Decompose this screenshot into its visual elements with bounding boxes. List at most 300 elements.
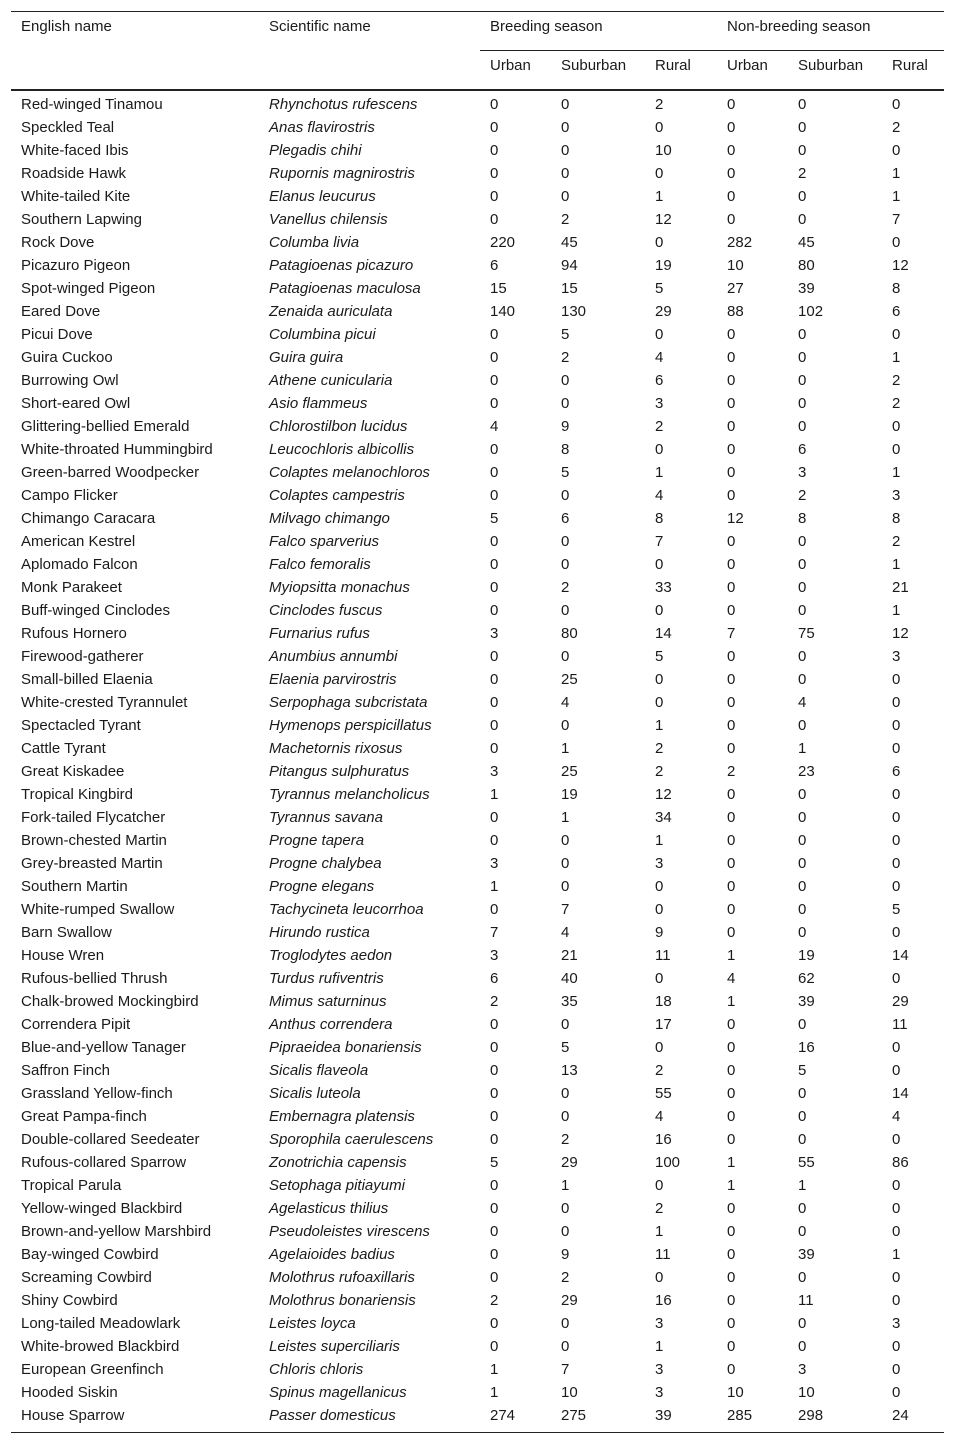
nonbreeding-suburban-cell: 11 (798, 1292, 814, 1309)
breeding-rural-cell: 9 (655, 924, 664, 941)
breeding-urban-cell: 6 (490, 257, 499, 274)
breeding-urban-cell: 220 (490, 234, 516, 251)
breeding-rural-cell: 0 (655, 326, 664, 343)
scientific-name-cell: Progne elegans (269, 878, 375, 895)
breeding-rural-cell: 3 (655, 1315, 664, 1332)
english-name-cell: Yellow-winged Blackbird (21, 1200, 183, 1217)
nonbreeding-rural-cell: 8 (892, 280, 901, 297)
nonbreeding-rural-cell: 0 (892, 1039, 901, 1056)
header-breeding-rural: Rural (655, 57, 691, 74)
nonbreeding-urban-cell: 1 (727, 1177, 736, 1194)
nonbreeding-urban-cell: 0 (727, 1361, 736, 1378)
breeding-suburban-cell: 0 (561, 556, 570, 573)
nonbreeding-urban-cell: 10 (727, 257, 744, 274)
nonbreeding-rural-cell: 0 (892, 717, 901, 734)
nonbreeding-urban-cell: 0 (727, 694, 736, 711)
breeding-urban-cell: 0 (490, 119, 499, 136)
breeding-suburban-cell: 8 (561, 441, 570, 458)
nonbreeding-urban-cell: 7 (727, 625, 736, 642)
breeding-suburban-cell: 0 (561, 1016, 570, 1033)
scientific-name-cell: Furnarius rufus (269, 625, 370, 642)
nonbreeding-urban-cell: 0 (727, 602, 736, 619)
table-row (11, 461, 944, 484)
breeding-urban-cell: 1 (490, 878, 499, 895)
breeding-urban-cell: 0 (490, 211, 499, 228)
scientific-name-cell: Zonotrichia capensis (269, 1154, 407, 1171)
table-header (11, 12, 944, 91)
scientific-name-cell: Athene cunicularia (269, 372, 393, 389)
breeding-rural-cell: 3 (655, 395, 664, 412)
header-nonbreeding-urban: Urban (727, 57, 768, 74)
english-name-cell: Spot-winged Pigeon (21, 280, 156, 297)
breeding-rural-cell: 0 (655, 970, 664, 987)
table-row (11, 1082, 944, 1105)
nonbreeding-rural-cell: 0 (892, 234, 901, 251)
english-name-cell: White-rumped Swallow (21, 901, 175, 918)
english-name-cell: Southern Martin (21, 878, 128, 895)
scientific-name-cell: Troglodytes aedon (269, 947, 393, 964)
english-name-cell: Brown-and-yellow Marshbird (21, 1223, 212, 1240)
nonbreeding-suburban-cell: 0 (798, 1223, 807, 1240)
breeding-rural-cell: 1 (655, 832, 664, 849)
nonbreeding-suburban-cell: 3 (798, 1361, 807, 1378)
table-row (11, 1335, 944, 1358)
table-row (11, 691, 944, 714)
nonbreeding-rural-cell: 0 (892, 1384, 901, 1401)
breeding-rural-cell: 10 (655, 142, 672, 159)
nonbreeding-urban-cell: 0 (727, 648, 736, 665)
nonbreeding-suburban-cell: 0 (798, 648, 807, 665)
breeding-rural-cell: 18 (655, 993, 672, 1010)
scientific-name-cell: Spinus magellanicus (269, 1384, 407, 1401)
breeding-suburban-cell: 29 (561, 1292, 578, 1309)
breeding-urban-cell: 0 (490, 1039, 499, 1056)
breeding-suburban-cell: 19 (561, 786, 578, 803)
breeding-rural-cell: 16 (655, 1131, 672, 1148)
nonbreeding-rural-cell: 12 (892, 625, 909, 642)
scientific-name-cell: Sicalis luteola (269, 1085, 361, 1102)
breeding-suburban-cell: 0 (561, 1223, 570, 1240)
english-name-cell: Guira Cuckoo (21, 349, 113, 366)
table-row (11, 1220, 944, 1243)
breeding-urban-cell: 3 (490, 947, 499, 964)
breeding-rural-cell: 55 (655, 1085, 672, 1102)
scientific-name-cell: Passer domesticus (259, 1404, 480, 1433)
english-name-cell: Monk Parakeet (21, 579, 122, 596)
table-row (11, 231, 944, 254)
scientific-name-cell: Colaptes campestris (269, 487, 405, 504)
breeding-suburban-cell: 0 (561, 395, 570, 412)
scientific-name-cell: Milvago chimango (269, 510, 390, 527)
breeding-urban-cell: 0 (490, 809, 499, 826)
scientific-name-cell: Columbina picui (269, 326, 376, 343)
nonbreeding-suburban-cell: 0 (798, 418, 807, 435)
breeding-rural-cell: 0 (655, 441, 664, 458)
nonbreeding-urban-cell: 0 (727, 855, 736, 872)
scientific-name-cell: Cinclodes fuscus (269, 602, 383, 619)
english-name-cell: Picazuro Pigeon (21, 257, 131, 274)
nonbreeding-suburban-cell: 4 (798, 694, 807, 711)
english-name-cell: Rufous-collared Sparrow (21, 1154, 187, 1171)
english-name-cell: White-browed Blackbird (21, 1338, 180, 1355)
nonbreeding-urban-cell: 282 (727, 234, 753, 251)
nonbreeding-rural-cell: 0 (892, 671, 901, 688)
breeding-suburban-cell: 0 (561, 648, 570, 665)
scientific-name-cell: Pipraeidea bonariensis (269, 1039, 422, 1056)
english-name-cell: Long-tailed Meadowlark (21, 1315, 181, 1332)
table-row (11, 783, 944, 806)
table-row (11, 737, 944, 760)
table-row (11, 1036, 944, 1059)
scientific-name-cell: Setophaga pitiayumi (269, 1177, 405, 1194)
breeding-urban-cell: 3 (490, 625, 499, 642)
breeding-rural-cell: 4 (655, 487, 664, 504)
english-name-cell: Shiny Cowbird (21, 1292, 118, 1309)
nonbreeding-suburban-cell: 0 (798, 211, 807, 228)
breeding-suburban-cell: 0 (561, 119, 570, 136)
breeding-urban-cell: 0 (490, 441, 499, 458)
breeding-suburban-cell: 0 (561, 855, 570, 872)
breeding-suburban-cell: 45 (561, 234, 578, 251)
nonbreeding-suburban-cell: 0 (798, 602, 807, 619)
header-non-breeding-season: Non-breeding season (717, 12, 944, 51)
breeding-urban-cell: 274 (480, 1404, 551, 1433)
english-name-cell: Tropical Kingbird (21, 786, 133, 803)
scientific-name-cell: Tyrannus melancholicus (269, 786, 430, 803)
nonbreeding-rural-cell: 4 (892, 1108, 901, 1125)
english-name-cell: Grassland Yellow-finch (21, 1085, 173, 1102)
nonbreeding-urban-cell: 0 (727, 924, 736, 941)
nonbreeding-suburban-cell: 0 (798, 717, 807, 734)
nonbreeding-rural-cell: 0 (892, 809, 901, 826)
breeding-urban-cell: 15 (490, 280, 507, 297)
scientific-name-cell: Patagioenas picazuro (269, 257, 414, 274)
breeding-rural-cell: 2 (655, 740, 664, 757)
scientific-name-cell: Anumbius annumbi (269, 648, 398, 665)
breeding-rural-cell: 1 (655, 188, 664, 205)
scientific-name-cell: Hymenops perspicillatus (269, 717, 432, 734)
english-name-cell: Brown-chested Martin (21, 832, 167, 849)
english-name-cell: Red-winged Tinamou (21, 96, 163, 113)
table-row (11, 1312, 944, 1335)
scientific-name-cell: Leucochloris albicollis (269, 441, 415, 458)
scientific-name-cell: Chloris chloris (269, 1361, 364, 1378)
breeding-urban-cell: 0 (490, 1223, 499, 1240)
scientific-name-cell: Sporophila caerulescens (269, 1131, 434, 1148)
nonbreeding-rural-cell: 1 (892, 165, 901, 182)
breeding-urban-cell: 0 (490, 1062, 499, 1079)
breeding-rural-cell: 2 (655, 763, 664, 780)
nonbreeding-rural-cell: 6 (892, 303, 901, 320)
table-row (11, 1151, 944, 1174)
nonbreeding-suburban-cell: 0 (798, 188, 807, 205)
nonbreeding-urban-cell: 4 (727, 970, 736, 987)
breeding-suburban-cell: 29 (561, 1154, 578, 1171)
nonbreeding-rural-cell: 0 (892, 924, 901, 941)
breeding-rural-cell: 1 (655, 1223, 664, 1240)
breeding-urban-cell: 0 (490, 487, 499, 504)
english-name-cell: Cattle Tyrant (21, 740, 106, 757)
nonbreeding-urban-cell: 0 (727, 165, 736, 182)
breeding-suburban-cell: 25 (561, 763, 578, 780)
scientific-name-cell: Serpophaga subcristata (269, 694, 428, 711)
nonbreeding-rural-cell: 0 (892, 418, 901, 435)
nonbreeding-rural-cell: 21 (892, 579, 909, 596)
table-row (11, 530, 944, 553)
scientific-name-cell: Turdus rufiventris (269, 970, 384, 987)
nonbreeding-suburban-cell: 3 (798, 464, 807, 481)
breeding-urban-cell: 0 (490, 464, 499, 481)
table-row (11, 1266, 944, 1289)
nonbreeding-rural-cell: 1 (892, 464, 901, 481)
breeding-rural-cell: 1 (655, 717, 664, 734)
english-name-cell: Roadside Hawk (21, 165, 127, 182)
breeding-rural-cell: 14 (655, 625, 672, 642)
nonbreeding-urban-cell: 0 (727, 809, 736, 826)
table-row (11, 1358, 944, 1381)
nonbreeding-rural-cell: 14 (892, 947, 909, 964)
table-row (11, 90, 944, 116)
scientific-name-cell: Agelaioides badius (269, 1246, 395, 1263)
nonbreeding-urban-cell: 0 (727, 487, 736, 504)
nonbreeding-suburban-cell: 6 (798, 441, 807, 458)
breeding-rural-cell: 0 (655, 1269, 664, 1286)
nonbreeding-suburban-cell: 0 (798, 809, 807, 826)
nonbreeding-urban-cell: 0 (727, 119, 736, 136)
nonbreeding-rural-cell: 24 (882, 1404, 944, 1433)
breeding-rural-cell: 3 (655, 1384, 664, 1401)
table-row (11, 1013, 944, 1036)
table-row (11, 162, 944, 185)
breeding-suburban-cell: 13 (561, 1062, 578, 1079)
table-row (11, 1197, 944, 1220)
scientific-name-cell: Zenaida auriculata (269, 303, 393, 320)
header-scientific-name: Scientific name (259, 12, 480, 91)
breeding-rural-cell: 8 (655, 510, 664, 527)
breeding-suburban-cell: 9 (561, 1246, 570, 1263)
english-name-cell: Double-collared Seedeater (21, 1131, 200, 1148)
nonbreeding-suburban-cell: 0 (798, 671, 807, 688)
breeding-suburban-cell: 94 (561, 257, 578, 274)
breeding-suburban-cell: 9 (561, 418, 570, 435)
breeding-suburban-cell: 0 (561, 878, 570, 895)
header-breeding-suburban: Suburban (561, 57, 627, 74)
nonbreeding-rural-cell: 0 (892, 1177, 901, 1194)
breeding-urban-cell: 4 (490, 418, 499, 435)
english-name-cell: Spectacled Tyrant (21, 717, 141, 734)
nonbreeding-rural-cell: 0 (892, 786, 901, 803)
nonbreeding-suburban-cell: 0 (798, 1338, 807, 1355)
english-name-cell: Speckled Teal (21, 119, 115, 136)
breeding-urban-cell: 3 (490, 855, 499, 872)
breeding-rural-cell: 1 (655, 1338, 664, 1355)
breeding-rural-cell: 11 (655, 947, 671, 964)
breeding-urban-cell: 0 (490, 372, 499, 389)
nonbreeding-urban-cell: 0 (727, 96, 736, 113)
nonbreeding-urban-cell: 0 (727, 349, 736, 366)
nonbreeding-urban-cell: 0 (727, 1292, 736, 1309)
nonbreeding-urban-cell: 12 (727, 510, 744, 527)
scientific-name-cell: Plegadis chihi (269, 142, 362, 159)
english-name-cell: White-tailed Kite (21, 188, 131, 205)
nonbreeding-rural-cell: 0 (892, 878, 901, 895)
nonbreeding-urban-cell: 0 (727, 901, 736, 918)
nonbreeding-urban-cell: 0 (727, 832, 736, 849)
breeding-rural-cell: 4 (655, 349, 664, 366)
breeding-rural-cell: 33 (655, 579, 672, 596)
table-row (11, 921, 944, 944)
english-name-cell: American Kestrel (21, 533, 136, 550)
breeding-urban-cell: 140 (490, 303, 516, 320)
nonbreeding-urban-cell: 0 (727, 579, 736, 596)
nonbreeding-suburban-cell: 19 (798, 947, 815, 964)
nonbreeding-rural-cell: 2 (892, 533, 901, 550)
breeding-urban-cell: 0 (490, 142, 499, 159)
nonbreeding-urban-cell: 0 (727, 533, 736, 550)
table-row (11, 139, 944, 162)
nonbreeding-suburban-cell: 0 (798, 1131, 807, 1148)
nonbreeding-suburban-cell: 1 (798, 740, 807, 757)
table-row (11, 875, 944, 898)
breeding-urban-cell: 0 (490, 96, 499, 113)
nonbreeding-urban-cell: 10 (727, 1384, 744, 1401)
nonbreeding-suburban-cell: 0 (798, 832, 807, 849)
english-name-cell: Glittering-bellied Emerald (21, 418, 190, 435)
scientific-name-cell: Molothrus rufoaxillaris (269, 1269, 415, 1286)
breeding-suburban-cell: 0 (561, 717, 570, 734)
english-name-cell: Great Pampa-finch (21, 1108, 147, 1125)
scientific-name-cell: Progne chalybea (269, 855, 382, 872)
breeding-urban-cell: 0 (490, 740, 499, 757)
table-row (11, 852, 944, 875)
nonbreeding-suburban-cell: 80 (798, 257, 815, 274)
nonbreeding-rural-cell: 86 (892, 1154, 909, 1171)
breeding-suburban-cell: 0 (561, 1085, 570, 1102)
scientific-name-cell: Leistes superciliaris (269, 1338, 400, 1355)
nonbreeding-suburban-cell: 2 (798, 165, 807, 182)
nonbreeding-suburban-cell: 8 (798, 510, 807, 527)
nonbreeding-urban-cell: 0 (727, 1016, 736, 1033)
breeding-suburban-cell: 35 (561, 993, 578, 1010)
table-row (11, 369, 944, 392)
breeding-suburban-cell: 0 (561, 832, 570, 849)
table-row (11, 1105, 944, 1128)
breeding-urban-cell: 0 (490, 1338, 499, 1355)
nonbreeding-suburban-cell: 0 (798, 579, 807, 596)
breeding-urban-cell: 5 (490, 1154, 499, 1171)
breeding-rural-cell: 7 (655, 533, 664, 550)
breeding-urban-cell: 0 (490, 1177, 499, 1194)
nonbreeding-suburban-cell: 0 (798, 1016, 807, 1033)
nonbreeding-suburban-cell: 39 (798, 280, 815, 297)
english-name-cell: Eared Dove (21, 303, 101, 320)
breeding-urban-cell: 0 (490, 1108, 499, 1125)
nonbreeding-suburban-cell: 23 (798, 763, 815, 780)
breeding-urban-cell: 0 (490, 694, 499, 711)
breeding-suburban-cell: 0 (561, 188, 570, 205)
table-row (11, 277, 944, 300)
breeding-rural-cell: 5 (655, 648, 664, 665)
nonbreeding-rural-cell: 0 (892, 970, 901, 987)
nonbreeding-suburban-cell: 0 (798, 1315, 807, 1332)
nonbreeding-urban-cell: 0 (727, 211, 736, 228)
breeding-urban-cell: 1 (490, 1384, 499, 1401)
nonbreeding-urban-cell: 1 (727, 947, 736, 964)
breeding-suburban-cell: 1 (561, 1177, 570, 1194)
breeding-rural-cell: 19 (655, 257, 672, 274)
scientific-name-cell: Elanus leucurus (269, 188, 376, 205)
scientific-name-cell: Machetornis rixosus (269, 740, 403, 757)
english-name-cell: Green-barred Woodpecker (21, 464, 200, 481)
table-row (11, 553, 944, 576)
nonbreeding-urban-cell: 0 (727, 1200, 736, 1217)
nonbreeding-urban-cell: 0 (727, 1108, 736, 1125)
nonbreeding-urban-cell: 88 (727, 303, 744, 320)
nonbreeding-rural-cell: 8 (892, 510, 901, 527)
breeding-suburban-cell: 2 (561, 1269, 570, 1286)
breeding-urban-cell: 0 (490, 1085, 499, 1102)
breeding-rural-cell: 0 (655, 234, 664, 251)
nonbreeding-rural-cell: 0 (892, 694, 901, 711)
table-row (11, 116, 944, 139)
nonbreeding-rural-cell: 0 (892, 1292, 901, 1309)
english-name-cell: Chalk-browed Mockingbird (21, 993, 199, 1010)
breeding-rural-cell: 0 (655, 901, 664, 918)
nonbreeding-urban-cell: 0 (727, 441, 736, 458)
breeding-rural-cell: 2 (655, 1200, 664, 1217)
breeding-urban-cell: 0 (490, 579, 499, 596)
nonbreeding-urban-cell: 285 (717, 1404, 788, 1433)
table-row (11, 392, 944, 415)
nonbreeding-suburban-cell: 0 (798, 1269, 807, 1286)
english-name-cell: White-throated Hummingbird (21, 441, 213, 458)
table-row (11, 323, 944, 346)
english-name-cell: Blue-and-yellow Tanager (21, 1039, 186, 1056)
nonbreeding-suburban-cell: 75 (798, 625, 815, 642)
table-row (11, 1128, 944, 1151)
english-name-cell: Southern Lapwing (21, 211, 142, 228)
breeding-urban-cell: 0 (490, 188, 499, 205)
nonbreeding-rural-cell: 0 (892, 832, 901, 849)
nonbreeding-suburban-cell: 0 (798, 96, 807, 113)
table-row (11, 829, 944, 852)
breeding-suburban-cell: 0 (561, 533, 570, 550)
breeding-urban-cell: 0 (490, 1269, 499, 1286)
nonbreeding-urban-cell: 0 (727, 1062, 736, 1079)
nonbreeding-suburban-cell: 0 (798, 119, 807, 136)
nonbreeding-urban-cell: 0 (727, 556, 736, 573)
table-row (11, 438, 944, 461)
nonbreeding-urban-cell: 27 (727, 280, 744, 297)
table-row (11, 599, 944, 622)
nonbreeding-suburban-cell: 0 (798, 326, 807, 343)
scientific-name-cell: Falco sparverius (269, 533, 380, 550)
breeding-rural-cell: 3 (655, 1361, 664, 1378)
nonbreeding-suburban-cell: 39 (798, 1246, 815, 1263)
nonbreeding-rural-cell: 0 (892, 1131, 901, 1148)
breeding-urban-cell: 1 (490, 786, 499, 803)
breeding-urban-cell: 0 (490, 832, 499, 849)
scientific-name-cell: Mimus saturninus (269, 993, 387, 1010)
nonbreeding-urban-cell: 0 (727, 786, 736, 803)
table-row (11, 300, 944, 323)
breeding-urban-cell: 3 (490, 763, 499, 780)
scientific-name-cell: Asio flammeus (269, 395, 368, 412)
nonbreeding-rural-cell: 3 (892, 648, 901, 665)
breeding-suburban-cell: 25 (561, 671, 578, 688)
scientific-name-cell: Progne tapera (269, 832, 365, 849)
nonbreeding-urban-cell: 2 (727, 763, 736, 780)
